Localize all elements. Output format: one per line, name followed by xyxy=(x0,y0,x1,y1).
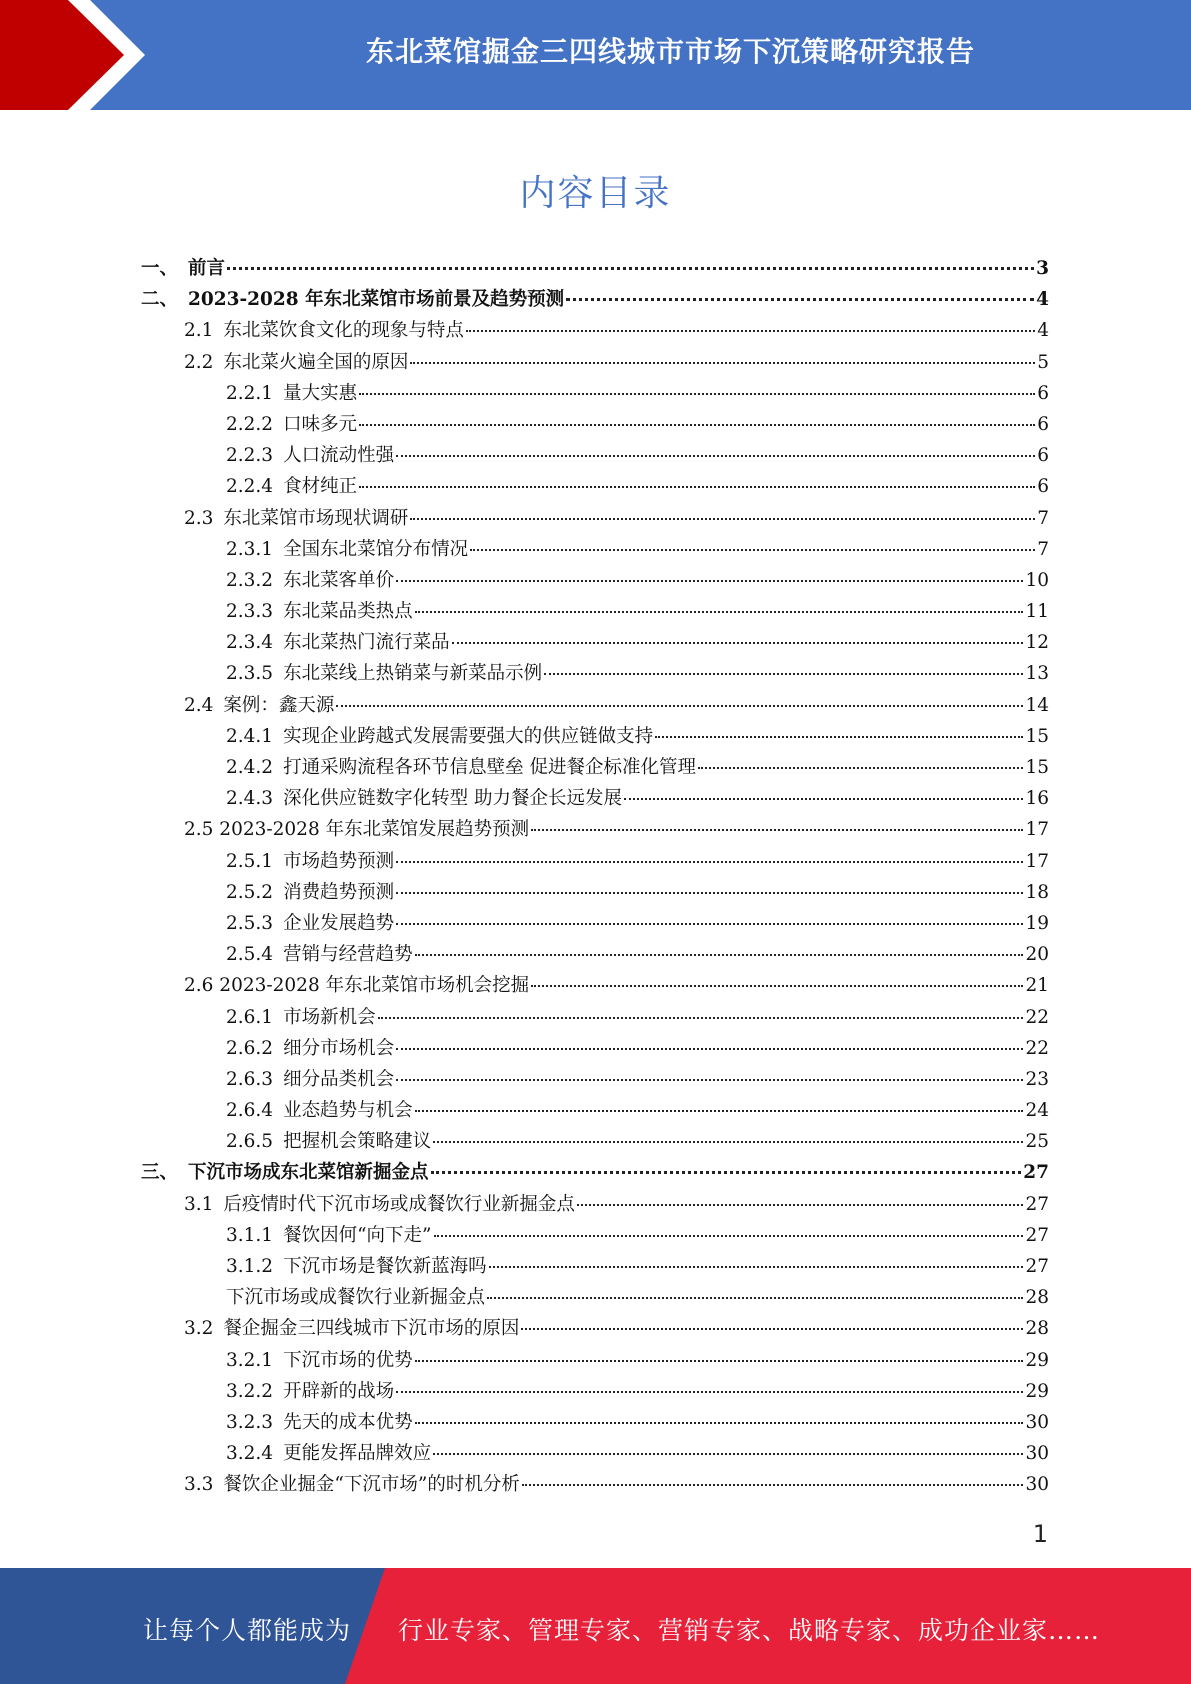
toc-dot-leader xyxy=(531,985,1023,987)
toc-entry-page: 27 xyxy=(1025,1256,1049,1277)
toc-dot-leader xyxy=(698,767,1023,769)
toc-entry-title: 把握机会策略建议 xyxy=(283,1131,432,1153)
toc-entry[interactable] xyxy=(141,410,1049,441)
toc-entry-title: 下沉市场或成餐饮行业新掘金点 xyxy=(226,1287,486,1309)
toc-entry[interactable] xyxy=(141,1377,1049,1408)
toc-entry-page: 14 xyxy=(1025,694,1049,716)
toc-entry-number: 2.3.4 xyxy=(226,632,274,654)
toc-entry-page: 17 xyxy=(1025,850,1049,872)
toc-dot-leader xyxy=(410,518,1035,520)
toc-entry-title: 口味多元 xyxy=(283,413,358,435)
toc-entry-page: 30 xyxy=(1025,1474,1049,1496)
header-arrow-decoration xyxy=(0,0,160,110)
toc-entry-number: 3.2.2 xyxy=(226,1380,274,1402)
toc-dot-leader xyxy=(396,861,1023,863)
toc-entry-page: 19 xyxy=(1025,912,1049,934)
toc-entry-number: 2.3.2 xyxy=(226,569,274,591)
toc-entry[interactable] xyxy=(141,1127,1049,1158)
footer-slogan-left: 让每个人都能成为 xyxy=(143,1616,352,1645)
toc-entry-page: 10 xyxy=(1025,569,1049,591)
toc-entry-title: 东北菜品类热点 xyxy=(283,601,413,623)
toc-entry-title: 东北菜馆市场现状调研 xyxy=(223,507,409,529)
toc-entry[interactable] xyxy=(141,1439,1049,1470)
toc-entry-title: 全国东北菜馆分布情况 xyxy=(283,538,469,560)
toc-entry-page: 25 xyxy=(1025,1131,1049,1153)
toc-entry[interactable] xyxy=(141,1314,1049,1345)
toc-entry-title: 后疫情时代下沉市场或成餐饮行业新掘金点 xyxy=(223,1193,575,1215)
toc-entry[interactable] xyxy=(141,1096,1049,1127)
page-number: 1 xyxy=(1032,1520,1048,1548)
toc-entry-number: 二、 xyxy=(141,289,179,311)
toc-dot-leader xyxy=(434,1235,1024,1237)
toc-entry-page: 17 xyxy=(1025,819,1049,841)
toc-entry-title: 下沉市场成东北菜馆新掘金点 xyxy=(188,1162,429,1184)
toc-entry-number: 2.3 xyxy=(184,507,214,529)
toc-entry-number: 3.2.4 xyxy=(226,1443,274,1465)
toc-entry-number: 2.4.1 xyxy=(226,725,274,747)
toc-entry-number: 2.5.3 xyxy=(226,912,274,934)
toc-entry-page: 22 xyxy=(1025,1006,1049,1028)
toc-entry[interactable] xyxy=(141,1034,1049,1065)
toc-entry[interactable] xyxy=(141,348,1049,379)
toc-dot-leader xyxy=(415,1422,1024,1424)
toc-dot-leader xyxy=(415,611,1024,613)
toc-entry-page: 27 xyxy=(1023,1162,1049,1184)
toc-entry-number: 2.3.1 xyxy=(226,538,274,560)
toc-entry-title: 细分品类机会 xyxy=(283,1068,395,1090)
toc-dot-leader xyxy=(396,580,1023,582)
toc-entry[interactable] xyxy=(141,1346,1049,1377)
toc-entry-title: 细分市场机会 xyxy=(283,1037,395,1059)
toc-entry[interactable] xyxy=(141,504,1049,535)
toc-entry[interactable] xyxy=(141,878,1049,909)
toc-entry-title: 餐饮企业掘金“下沉市场”的时机分析 xyxy=(223,1474,520,1496)
toc-entry-number: 3.2.3 xyxy=(226,1411,274,1433)
toc-entry-page: 20 xyxy=(1025,944,1049,966)
toc-entry-page: 5 xyxy=(1037,351,1049,373)
toc-entry-title: 营销与经营趋势 xyxy=(283,944,413,966)
toc-entry[interactable] xyxy=(141,472,1049,503)
toc-entry-title: 餐饮因何“向下走” xyxy=(283,1224,432,1246)
toc-entry-page: 6 xyxy=(1037,413,1049,435)
toc-entry-page: 23 xyxy=(1025,1068,1049,1090)
toc-entry-page: 15 xyxy=(1025,725,1049,747)
toc-dot-leader xyxy=(544,673,1023,675)
toc-entry-number: 2.1 xyxy=(184,320,214,342)
toc-dot-leader xyxy=(577,1204,1024,1206)
toc-entry-title: 深化供应链数字化转型 助力餐企长远发展 xyxy=(283,788,622,810)
toc-entry-title: 人口流动性强 xyxy=(283,445,395,467)
toc-dot-leader xyxy=(359,486,1035,488)
toc-entry-number: 2.5.1 xyxy=(226,850,274,872)
toc-entry-page: 22 xyxy=(1025,1037,1049,1059)
toc-entry[interactable] xyxy=(141,691,1049,722)
toc-entry-title: 下沉市场是餐饮新蓝海吗 xyxy=(283,1256,487,1277)
toc-entry-number: 2.2.4 xyxy=(226,476,274,498)
toc-entry-title: 东北菜热门流行菜品 xyxy=(283,632,450,654)
toc-entry-number: 2.2 xyxy=(184,351,214,373)
toc-dot-leader xyxy=(487,1297,1023,1299)
toc-entry-number: 2.6.3 xyxy=(226,1068,274,1090)
toc-entry-number: 2.2.2 xyxy=(226,413,274,435)
toc-entry[interactable] xyxy=(141,1190,1049,1221)
toc-entry[interactable] xyxy=(141,566,1049,597)
toc-entry-number: 2.2.3 xyxy=(226,445,274,467)
toc-entry-title: 打通采购流程各环节信息壁垒 促进餐企标准化管理 xyxy=(283,757,696,778)
toc-dot-leader xyxy=(396,455,1035,457)
toc-entry-title: 消费趋势预测 xyxy=(283,881,395,903)
toc-entry-number: 2.4.3 xyxy=(226,788,274,810)
toc-entry-number: 三、 xyxy=(141,1162,179,1184)
toc-entry-title: 市场趋势预测 xyxy=(283,850,395,872)
toc-dot-leader xyxy=(415,954,1024,956)
toc-entry-number: 2.3.5 xyxy=(226,663,274,685)
toc-entry-title: 2023-2028 年东北菜馆市场前景及趋势预测 xyxy=(188,289,565,311)
toc-entry[interactable] xyxy=(141,285,1049,316)
toc-entry-page: 7 xyxy=(1037,507,1049,529)
toc-entry-number: 3.3 xyxy=(184,1474,214,1496)
toc-dot-leader xyxy=(466,330,1035,332)
toc-entry[interactable] xyxy=(141,535,1049,566)
toc-entry[interactable] xyxy=(141,1283,1049,1314)
toc-entry-title: 下沉市场的优势 xyxy=(283,1349,413,1371)
toc-dot-leader xyxy=(227,267,1034,270)
toc-entry-page: 6 xyxy=(1037,445,1049,467)
table-of-contents xyxy=(141,254,1049,1502)
toc-entry[interactable] xyxy=(141,1252,1049,1283)
toc-entry-title: 案例：鑫天源 xyxy=(223,694,335,716)
toc-entry-title: 前言 xyxy=(188,258,226,279)
toc-entry-page: 21 xyxy=(1025,975,1049,997)
toc-entry-title: 东北菜火遍全国的原因 xyxy=(223,351,409,373)
toc-entry-title: 市场新机会 xyxy=(283,1006,376,1028)
toc-entry-page: 16 xyxy=(1025,788,1049,810)
toc-entry[interactable] xyxy=(141,909,1049,940)
toc-entry-page: 12 xyxy=(1025,632,1049,654)
toc-entry[interactable] xyxy=(141,441,1049,472)
toc-dot-leader xyxy=(396,1048,1023,1050)
toc-entry-title: 企业发展趋势 xyxy=(283,912,395,934)
toc-entry-number: 2.6.2 xyxy=(226,1037,274,1059)
toc-entry[interactable] xyxy=(141,1003,1049,1034)
toc-entry[interactable] xyxy=(141,597,1049,628)
toc-entry-number: 3.2.1 xyxy=(226,1349,274,1371)
toc-entry[interactable] xyxy=(141,379,1049,410)
toc-entry[interactable] xyxy=(141,753,1049,784)
toc-entry-title: 开辟新的战场 xyxy=(283,1380,395,1402)
toc-entry[interactable] xyxy=(141,971,1049,1002)
toc-entry-page: 28 xyxy=(1025,1318,1049,1340)
toc-heading: 内容目录 xyxy=(519,173,672,214)
toc-entry[interactable] xyxy=(141,254,1049,285)
toc-entry[interactable] xyxy=(141,815,1049,846)
toc-entry-number: 2.6.4 xyxy=(226,1100,274,1122)
toc-entry[interactable] xyxy=(141,659,1049,690)
toc-entry-page: 24 xyxy=(1025,1100,1049,1122)
toc-dot-leader xyxy=(431,1171,1022,1174)
toc-entry[interactable] xyxy=(141,722,1049,753)
toc-entry-page: 30 xyxy=(1025,1411,1049,1433)
toc-dot-leader xyxy=(521,1328,1023,1330)
toc-entry-title: 实现企业跨越式发展需要强大的供应链做支持 xyxy=(283,725,654,747)
toc-entry-page: 29 xyxy=(1025,1380,1049,1402)
toc-dot-leader xyxy=(531,829,1023,831)
toc-entry-page: 28 xyxy=(1025,1287,1049,1309)
toc-dot-leader xyxy=(433,1141,1023,1143)
toc-entry[interactable] xyxy=(141,1065,1049,1096)
toc-entry[interactable] xyxy=(141,628,1049,659)
toc-entry-title: 先天的成本优势 xyxy=(283,1411,413,1433)
toc-entry-number: 3.1.1 xyxy=(226,1224,274,1246)
toc-entry[interactable] xyxy=(141,1221,1049,1252)
toc-entry-title: 2.6 2023-2028 年东北菜馆市场机会挖掘 xyxy=(184,975,530,997)
toc-dot-leader xyxy=(336,705,1023,707)
toc-dot-leader xyxy=(396,923,1023,925)
toc-entry[interactable] xyxy=(141,316,1049,347)
toc-entry-title: 量大实惠 xyxy=(283,382,358,404)
toc-entry-page: 27 xyxy=(1025,1193,1049,1215)
toc-dot-leader xyxy=(359,424,1035,426)
toc-entry-number: 2.3.3 xyxy=(226,601,274,623)
toc-entry-title: 业态趋势与机会 xyxy=(283,1100,413,1122)
toc-entry-number: 2.6.5 xyxy=(226,1131,274,1153)
toc-entry-title: 东北菜线上热销菜与新菜品示例 xyxy=(283,663,543,685)
toc-dot-leader xyxy=(396,1079,1023,1081)
toc-entry-number: 一、 xyxy=(141,258,179,279)
toc-entry[interactable] xyxy=(141,847,1049,878)
toc-dot-leader xyxy=(624,798,1023,800)
toc-entry-number: 3.2 xyxy=(184,1318,214,1340)
toc-dot-leader xyxy=(396,892,1023,894)
toc-entry-page: 4 xyxy=(1037,320,1049,342)
toc-entry-page: 11 xyxy=(1025,601,1049,623)
toc-entry-number: 2.5.2 xyxy=(226,881,274,903)
toc-entry-title: 食材纯正 xyxy=(283,476,358,498)
footer-slogan-right: 行业专家、管理专家、营销专家、战略专家、成功企业家…… xyxy=(398,1616,1101,1645)
toc-dot-leader xyxy=(522,1484,1024,1486)
toc-entry-page: 15 xyxy=(1025,757,1049,778)
header-banner xyxy=(0,0,1191,110)
toc-dot-leader xyxy=(433,1453,1023,1455)
toc-entry-page: 18 xyxy=(1025,881,1049,903)
toc-dot-leader xyxy=(359,393,1035,395)
toc-entry-title: 东北菜饮食文化的现象与特点 xyxy=(223,320,464,342)
toc-entry-number: 2.2.1 xyxy=(226,382,274,404)
toc-dot-leader xyxy=(655,736,1023,738)
toc-dot-leader xyxy=(566,298,1034,301)
toc-entry-page: 3 xyxy=(1036,258,1049,279)
toc-entry-number: 2.4 xyxy=(184,694,214,716)
toc-entry[interactable] xyxy=(141,1470,1049,1501)
toc-entry[interactable] xyxy=(141,1408,1049,1439)
toc-entry-title: 更能发挥品牌效应 xyxy=(283,1443,432,1465)
toc-entry-title: 餐企掘金三四线城市下沉市场的原因 xyxy=(223,1318,520,1340)
report-title: 东北菜馆掘金三四线城市市场下沉策略研究报告 xyxy=(365,35,975,68)
toc-entry-page: 30 xyxy=(1025,1443,1049,1465)
footer-banner xyxy=(0,1568,1191,1684)
toc-entry-number: 2.6.1 xyxy=(226,1006,274,1028)
toc-entry-page: 7 xyxy=(1037,538,1049,560)
toc-dot-leader xyxy=(415,1110,1024,1112)
toc-dot-leader xyxy=(470,549,1035,551)
toc-entry-page: 13 xyxy=(1025,663,1049,685)
toc-dot-leader xyxy=(378,1017,1024,1019)
toc-entry[interactable] xyxy=(141,940,1049,971)
toc-dot-leader xyxy=(489,1266,1024,1268)
toc-entry[interactable] xyxy=(141,1158,1049,1189)
toc-entry[interactable] xyxy=(141,784,1049,815)
toc-dot-leader xyxy=(415,1360,1024,1362)
toc-entry-page: 27 xyxy=(1025,1224,1049,1246)
toc-entry-number: 2.5.4 xyxy=(226,944,274,966)
toc-entry-page: 29 xyxy=(1025,1349,1049,1371)
toc-entry-page: 6 xyxy=(1037,476,1049,498)
toc-dot-leader xyxy=(452,642,1024,644)
toc-entry-title: 东北菜客单价 xyxy=(283,569,395,591)
toc-entry-page: 6 xyxy=(1037,382,1049,404)
toc-entry-number: 2.4.2 xyxy=(226,757,274,778)
toc-entry-number: 3.1 xyxy=(184,1193,214,1215)
toc-dot-leader xyxy=(410,362,1035,364)
toc-entry-number: 3.1.2 xyxy=(226,1256,274,1277)
toc-dot-leader xyxy=(396,1391,1023,1393)
toc-entry-page: 4 xyxy=(1036,289,1049,311)
toc-entry-title: 2.5 2023-2028 年东北菜馆发展趋势预测 xyxy=(184,819,530,841)
